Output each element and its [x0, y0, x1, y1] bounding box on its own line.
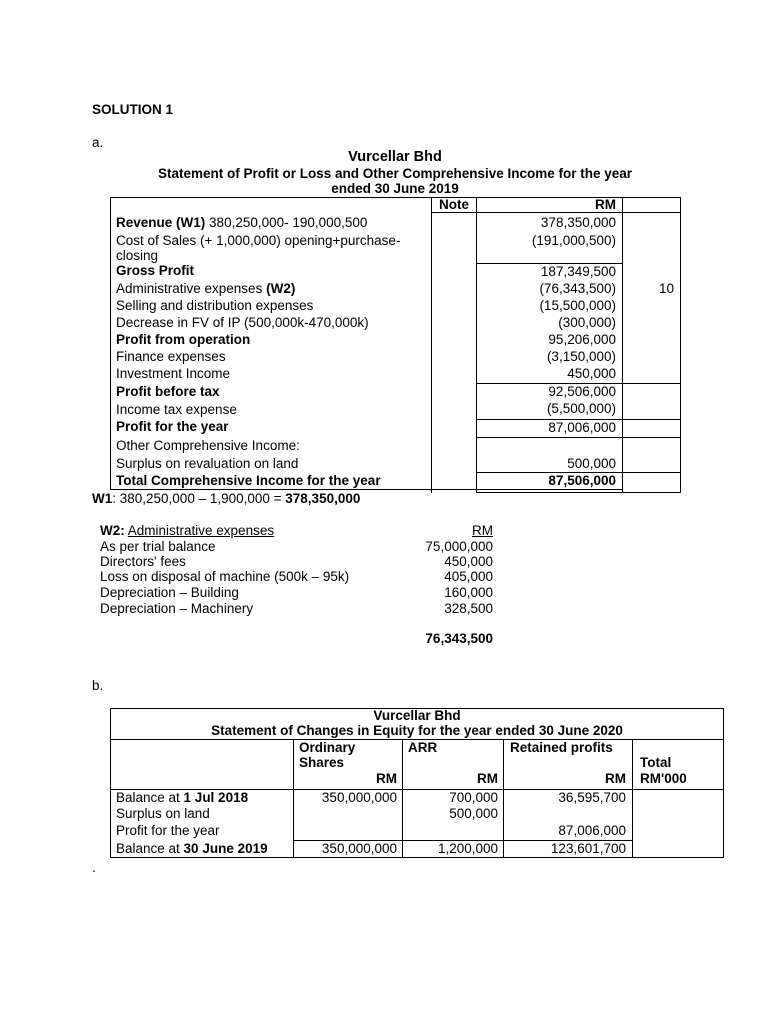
note-column-header: Note: [439, 197, 469, 212]
w2-item-label: Loss on disposal of machine (500k – 95k): [100, 569, 350, 584]
working-2-total: 76,343,500: [425, 631, 493, 646]
ordinary-shares-header: Ordinary: [299, 740, 356, 755]
cost-of-sales-label: Cost of Sales (+ 1,000,000) opening+purchase-: [116, 233, 401, 248]
total-comprehensive-income-value: 87,506,000: [548, 473, 616, 488]
w2-item-value: 75,000,000: [425, 539, 493, 554]
arr-rm-header: RM: [477, 771, 498, 786]
w2-item-label: Depreciation – Building: [100, 585, 239, 600]
arr-header: ARR: [408, 740, 438, 755]
working-1: W1: 380,250,000 – 1,900,000 = 378,350,000: [92, 491, 361, 506]
w2-item-value: 328,500: [444, 601, 493, 616]
retained-profits-header: Retained profits: [510, 740, 613, 755]
footer-mark: .: [92, 860, 96, 875]
profit-for-year-value: 87,006,000: [548, 420, 616, 435]
finance-expenses-value: (3,150,000): [546, 349, 616, 364]
solution-heading: SOLUTION 1: [92, 102, 174, 117]
part-a-label: a.: [92, 135, 104, 150]
cost-of-sales-value: (191,000,500): [531, 233, 616, 248]
ordinary-shares-header-cont: Shares: [299, 755, 345, 770]
oci-label: Other Comprehensive Income:: [116, 438, 300, 453]
total-rm000-header: RM'000: [640, 771, 687, 786]
total-comprehensive-income-label: Total Comprehensive Income for the year: [116, 473, 381, 488]
profit-from-operation-value: 95,206,000: [548, 332, 616, 347]
profit-for-year-label: Profit for the year: [116, 419, 229, 434]
opening-arr-value: 700,000: [449, 790, 498, 805]
statement-title-line2: ended 30 June 2019: [331, 181, 459, 196]
w2-item-label: Directors' fees: [100, 554, 186, 569]
profit-retained-value: 87,006,000: [558, 823, 626, 838]
w2-item-value: 160,000: [444, 585, 493, 600]
ordinary-rm-header: RM: [376, 771, 397, 786]
w2-item-label: Depreciation – Machinery: [100, 601, 254, 616]
revenue-row-label: Revenue (W1) 380,250,000- 190,000,500: [116, 215, 368, 230]
closing-ordinary-value: 350,000,000: [321, 841, 397, 856]
retained-rm-header: RM: [605, 771, 626, 786]
closing-retained-value: 123,601,700: [550, 841, 626, 856]
company-name: Vurcellar Bhd: [348, 149, 442, 165]
cost-of-sales-label-cont: closing: [116, 248, 159, 263]
profit-from-operation-label: Profit from operation: [116, 332, 251, 347]
opening-retained-value: 36,595,700: [558, 790, 626, 805]
w2-item-value: 405,000: [444, 569, 493, 584]
selling-expenses-value: (15,500,000): [539, 298, 616, 313]
selling-expenses-label: Selling and distribution expenses: [116, 298, 314, 313]
investment-income-label: Investment Income: [116, 366, 231, 381]
working-2-rm-header: RM: [472, 523, 493, 538]
w2-item-value: 450,000: [444, 554, 493, 569]
gross-profit-label: Gross Profit: [116, 263, 195, 278]
revenue-value: 378,350,000: [540, 215, 616, 230]
finance-expenses-label: Finance expenses: [116, 349, 226, 364]
equity-company-name: Vurcellar Bhd: [373, 708, 461, 723]
rm-column-header: RM: [595, 197, 616, 212]
opening-balance-label: Balance at 1 Jul 2018: [116, 790, 249, 805]
surplus-arr-value: 500,000: [449, 806, 498, 821]
fv-decrease-label: Decrease in FV of IP (500,000k-470,000k): [116, 315, 369, 330]
profit-for-year-row-label: Profit for the year: [116, 823, 220, 838]
surplus-on-land-label: Surplus on land: [116, 806, 210, 821]
profit-before-tax-value: 92,506,000: [548, 384, 616, 399]
equity-statement-title: Statement of Changes in Equity for the year ended 30 June 2020: [211, 723, 623, 738]
revaluation-surplus-label: Surplus on revaluation on land: [116, 456, 299, 471]
income-tax-value: (5,500,000): [546, 401, 616, 416]
revaluation-surplus-value: 500,000: [567, 456, 616, 471]
working-2-title: W2: Administrative expenses: [100, 523, 275, 538]
part-b-label: b.: [92, 678, 104, 693]
statement-title-line1: Statement of Profit or Loss and Other Comprehensive Income for the year: [157, 166, 633, 181]
closing-balance-label: Balance at 30 June 2019: [116, 841, 268, 856]
total-header: Total: [640, 755, 672, 770]
gross-profit-value: 187,349,500: [540, 264, 616, 279]
closing-arr-value: 1,200,000: [437, 841, 498, 856]
admin-expenses-label: Administrative expenses (W2): [116, 281, 296, 296]
investment-income-value: 450,000: [567, 366, 616, 381]
fv-decrease-value: (300,000): [558, 315, 616, 330]
profit-before-tax-label: Profit before tax: [116, 384, 220, 399]
w2-item-label: As per trial balance: [100, 539, 216, 554]
admin-expenses-value: (76,343,500): [539, 281, 616, 296]
opening-ordinary-value: 350,000,000: [321, 790, 397, 805]
admin-expenses-extra: 10: [658, 281, 674, 296]
income-tax-label: Income tax expense: [116, 402, 237, 417]
